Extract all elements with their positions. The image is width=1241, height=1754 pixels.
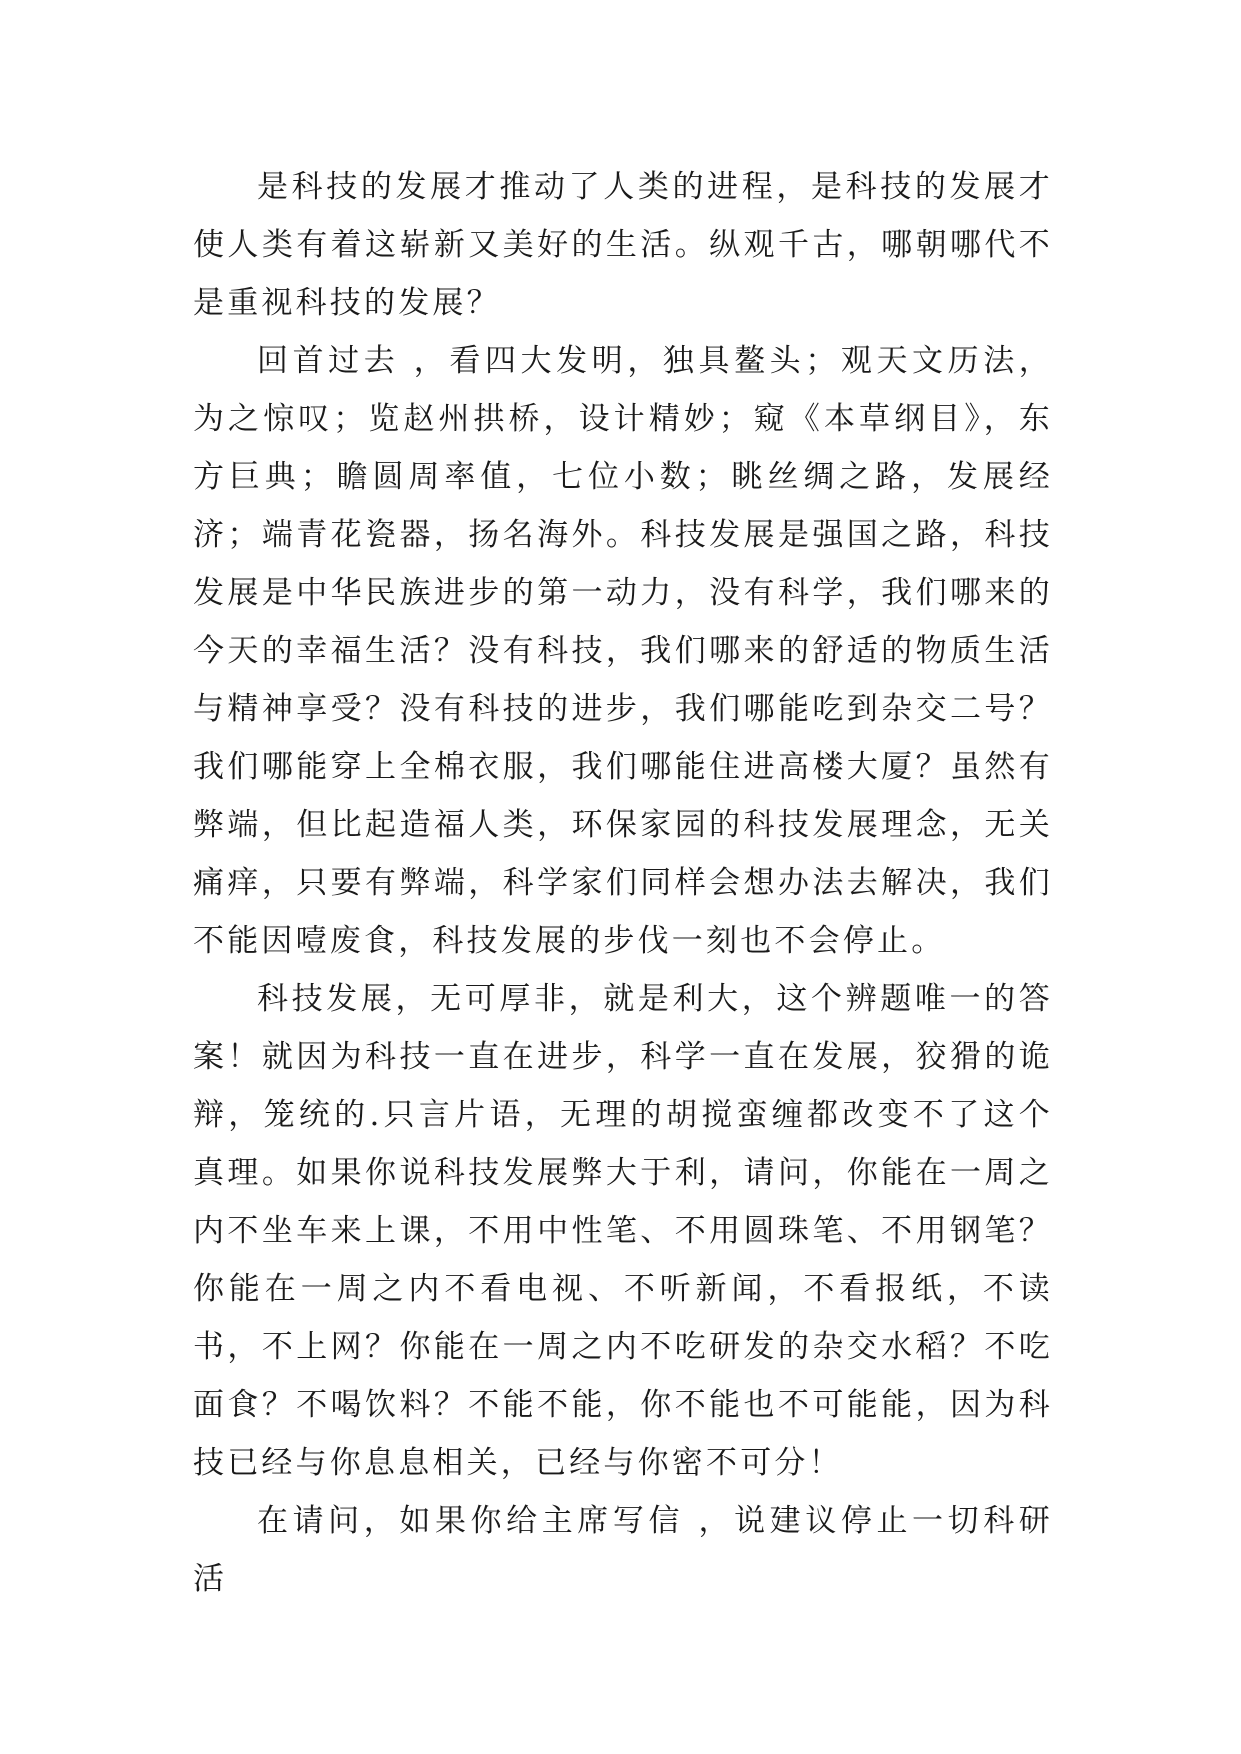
paragraph-3: 科技发展，无可厚非，就是利大，这个辨题唯一的答案！就因为科技一直在进步，科学一直在发展，狡猾的诡辩，笼统的.只言片语，无理的胡搅蛮缠都改变不了这个真理。如果你说科技发展弊大于利，请问，你能在一周之内不坐车来上课，不用中性笔、不用圆珠笔、不用钢笔？你能在一周之内不看电视、不听新闻，不看报纸，不读书，不上网？你能在一周之内不吃研发的杂交水稻？不吃面食？不喝饮料？不能不能，你不能也不可能能，因为科技已经与你息息相关，已经与你密不可分！ [193,981,1053,1481]
paragraph-4: 在请问，如果你给主席写信 ，说建议停止一切科研活 [193,1503,1053,1597]
document-body [193,158,1053,1608]
paragraph-1: 是科技的发展才推动了人类的进程，是科技的发展才使人类有着这崭新又美好的生活。纵观千古，哪朝哪代不是重视科技的发展？ [193,169,1053,321]
paragraph-2: 回首过去 ，看四大发明，独具鳌头；观天文历法，为之惊叹；览赵州拱桥，设计精妙；窥《本草纲目》，东方巨典；瞻圆周率值，七位小数；眺丝绸之路，发展经济；端青花瓷器，扬名海外。科技发展是强国之路，科技发展是中华民族进步的第一动力，没有科学，我们哪来的今天的幸福生活？没有科技，我们哪来的舒适的物质生活与精神享受？没有科技的进步，我们哪能吃到杂交二号？我们哪能穿上全棉衣服，我们哪能住进高楼大厦？虽然有弊端，但比起造福人类，环保家园的科技发展理念，无关痛痒，只要有弊端，科学家们同样会想办法去解决，我们不能因噎废食，科技发展的步伐一刻也不会停止。 [193,343,1053,959]
